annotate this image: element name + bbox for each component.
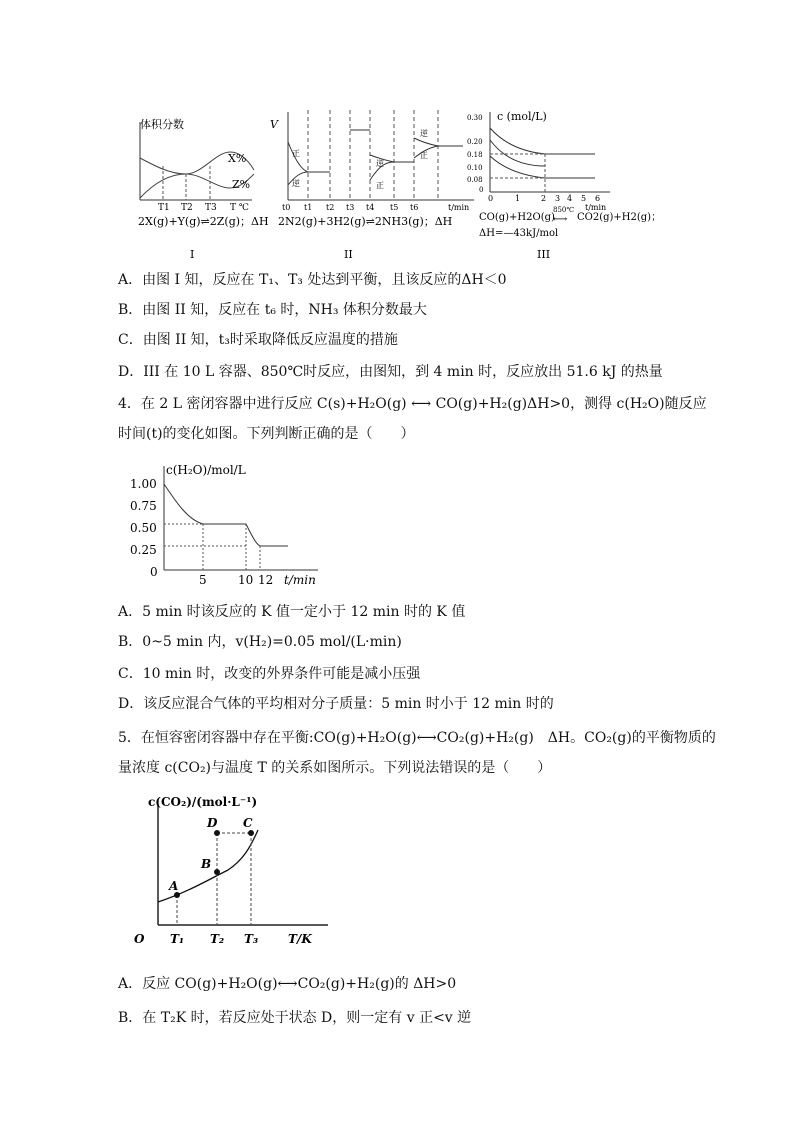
q5-option-b: B．在 T₂K 时，若反应处于状态 D，则一定有 v 正<v 逆	[118, 1010, 472, 1026]
q5-xtick-t2: T₂	[210, 932, 225, 946]
fig2-tick-t3: t3	[346, 203, 355, 212]
q5-point-b: B	[201, 857, 212, 871]
q5-chart	[128, 790, 348, 950]
q4-option-c: C．10 min 时，改变的外界条件可能是减小压强	[118, 666, 421, 682]
fig3-ytick-030: 0.30	[467, 114, 483, 122]
fig3-ytick-008: 0.08	[467, 176, 483, 184]
q4-xtick-5: 5	[199, 573, 207, 587]
q4-stem-1: 4．在 2 L 密闭容器中进行反应 C(s)+H₂O(g) ⟷ CO(g)+H₂(g)ΔH>0，测得 c(H₂O)随反应	[118, 396, 707, 412]
fig2-mark-3: 逆	[376, 159, 384, 168]
fig3-ylabel: c (mol/L)	[497, 110, 547, 123]
q5-point-d: D	[207, 816, 218, 830]
q4-option-b: B．0~5 min 内，v(H₂)=0.05 mol/(L·min)	[118, 634, 402, 650]
fig3-dh: ΔH=—43kJ/mol	[479, 228, 559, 239]
q3-option-a: A．由图 I 知，反应在 T₁、T₃ 处达到平衡，且该反应的ΔH＜0	[118, 272, 507, 288]
q4-option-d: D．该反应混合气体的平均相对分子质量：5 min 时小于 12 min 时的	[118, 696, 554, 712]
q3-option-c: C．由图 II 知，t₃时采取降低反应温度的措施	[118, 332, 398, 348]
fig1-label: I	[190, 248, 195, 261]
q4-xtick-12: 12	[258, 573, 274, 587]
fig1-series-z: Z%	[232, 178, 251, 191]
fig1-tick-t1: T1	[158, 203, 170, 213]
fig2-ylabel: V	[270, 118, 278, 131]
fig2-mark-2: 逆	[292, 179, 300, 188]
q4-stem-2: 时间(t)的变化如图。下列判断正确的是（ ）	[118, 426, 415, 442]
fig3-xtick-1: 1	[515, 194, 521, 203]
q4-option-a: A．5 min 时该反应的 K 值一定小于 12 min 时的 K 值	[118, 604, 466, 620]
fig1-series-x: X%	[228, 152, 247, 165]
q4-ytick-025: 0.25	[130, 543, 157, 557]
fig2-tick-t6: t6	[410, 203, 419, 212]
q5-xlabel: T/K	[288, 932, 312, 946]
q5-point-a: A	[169, 879, 179, 893]
q5-stem-2: 量浓度 c(CO₂)与温度 T 的关系如图所示。下列说法错误的是（ ）	[118, 760, 552, 776]
fig3-label: III	[537, 248, 551, 261]
q4-ytick-050: 0.50	[130, 521, 157, 535]
fig3-xtick-5: 5	[581, 194, 587, 203]
fig1-xlabel: T ℃	[230, 203, 249, 213]
q4-xtick-10: 10	[238, 573, 254, 587]
fig3-xtick-4: 4	[567, 194, 573, 203]
q5-xtick-t3: T₃	[244, 932, 259, 946]
fig2-label: II	[344, 248, 353, 261]
fig2-tick-t5: t5	[390, 203, 399, 212]
q5-xtick-t1: T₁	[170, 932, 185, 946]
fig3-ytick-020: 0.20	[467, 138, 483, 146]
fig1-tick-t3: T3	[205, 203, 217, 213]
fig2-mark-1: 正	[292, 149, 300, 158]
fig3-xtick-0: 0	[488, 194, 494, 203]
fig3-xtick-3: 3	[555, 194, 561, 203]
fig2-mark-6: 逆	[420, 129, 428, 138]
q4-chart	[128, 458, 328, 588]
q4-ylabel: c(H₂O)/mol/L	[166, 463, 246, 477]
fig2-tick-t1: t1	[304, 203, 313, 212]
q4-ytick-075: 0.75	[130, 499, 157, 513]
q5-stem-1: 5．在恒容密闭容器中存在平衡:CO(g)+H₂O(g)⟷CO₂(g)+H₂(g) ΔH。CO₂(g)的平衡物质的	[118, 730, 716, 746]
q4-xlabel: t/min	[284, 573, 316, 587]
fig3-ytick-010: 0.10	[467, 164, 483, 172]
q5-point-c: C	[243, 816, 253, 830]
fig1-tick-t2: T2	[181, 203, 193, 213]
q4-ytick-0: 0	[150, 565, 158, 579]
figure-1	[138, 117, 269, 261]
fig1-equation: 2X(g)+Y(g)⇌2Z(g)；ΔH	[138, 215, 269, 228]
fig3-xtick-2: 2	[541, 194, 547, 203]
fig3-ytick-018: 0.18	[467, 151, 483, 159]
fig3-xlabel: t/min	[585, 203, 607, 212]
fig2-tick-t4: t4	[366, 203, 375, 212]
q4-ytick-100: 1.00	[130, 477, 157, 491]
figure-2	[270, 110, 474, 261]
fig3-xtick-6: 6	[595, 194, 601, 203]
q3-option-b: B．由图 II 知，反应在 t₆ 时，NH₃ 体积分数最大	[118, 302, 427, 318]
q5-origin: O	[134, 932, 145, 946]
fig2-mark-5: 正	[420, 151, 428, 160]
fig3-arrow: ⟷	[553, 214, 568, 225]
figure-3	[467, 110, 661, 261]
q5-ylabel: c(CO₂)/(mol·L⁻¹)	[148, 795, 258, 809]
q5-option-a: A．反应 CO(g)+H₂O(g)⟷CO₂(g)+H₂(g)的 ΔH>0	[118, 976, 457, 992]
fig2-tick-t0: t0	[282, 203, 291, 212]
fig3-eq-right: CO2(g)+H2(g)；	[577, 212, 662, 223]
fig1-ylabel: 体积分数	[140, 118, 184, 131]
fig3-eq-left: CO(g)+H2O(g)	[479, 212, 555, 223]
fig3-cond: 850℃	[553, 206, 575, 214]
figure-row-top	[130, 100, 662, 265]
fig3-ytick-0: 0	[479, 186, 484, 194]
fig2-xlabel: t/min	[448, 203, 470, 212]
fig2-equation: 2N2(g)+3H2(g)⇌2NH3(g)；ΔH	[278, 215, 453, 228]
fig2-mark-4: 正	[376, 181, 384, 190]
fig2-tick-t2: t2	[326, 203, 335, 212]
q3-option-d: D．III 在 10 L 容器、850℃时反应，由图知，到 4 min 时，反应放出 51.6 kJ 的热量	[118, 364, 663, 380]
